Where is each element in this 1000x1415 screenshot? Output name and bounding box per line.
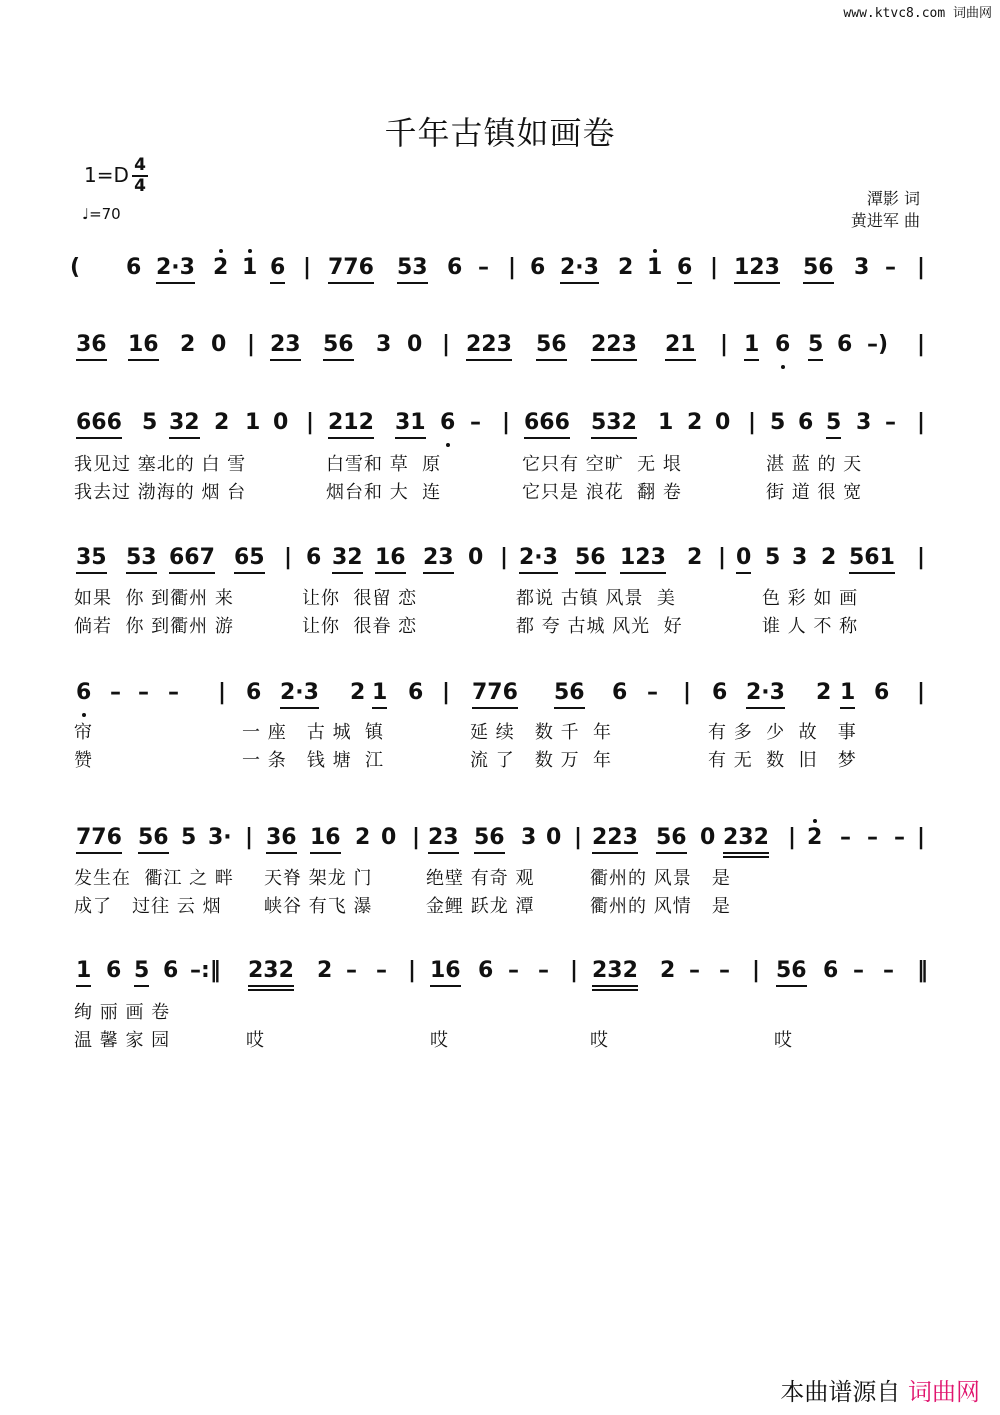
time-signature-bottom: 4: [134, 176, 146, 196]
lyric-segment: 烟台和 大 连: [326, 482, 442, 503]
note: 232: [723, 825, 769, 850]
note: 3: [521, 825, 537, 850]
note: 1: [242, 255, 257, 280]
lyric-segment: 都说 古镇 风景 美: [516, 588, 676, 609]
note: 6: [612, 680, 628, 705]
note: 6: [408, 680, 424, 705]
note: –: [885, 255, 896, 280]
lyric-segment: 温 馨 家 园: [74, 1030, 171, 1051]
note: 56: [323, 332, 354, 357]
note: 1: [245, 410, 261, 435]
note: 6: [775, 332, 790, 357]
note: 776: [328, 255, 374, 280]
barline: |: [508, 255, 517, 280]
barline: |: [442, 680, 451, 705]
barline: |: [502, 410, 511, 435]
note: 2: [816, 680, 832, 705]
footer-brand[interactable]: 词曲网: [908, 1378, 980, 1406]
lyric-segment: 我见过 塞北的 白 雪: [74, 454, 247, 475]
notation-row: [70, 332, 930, 372]
note: 1: [744, 332, 759, 357]
note: 1: [840, 680, 855, 705]
note: 223: [592, 825, 638, 850]
note: 0: [715, 410, 731, 435]
note: –: [478, 255, 489, 280]
lyric-segment: 它只是 浪花 翻 卷: [522, 482, 682, 503]
barline: |: [917, 255, 926, 280]
note: 0: [468, 545, 484, 570]
note: 2: [687, 410, 703, 435]
note: 56: [776, 958, 807, 983]
lyric-segment: 帘: [74, 722, 93, 743]
note: 16: [310, 825, 341, 850]
lyric-segment: 衢州的 风景 是: [590, 868, 731, 889]
note: 5: [765, 545, 781, 570]
note: 123: [620, 545, 666, 570]
barline: |: [218, 680, 227, 705]
tempo-marking: ♩=70: [82, 205, 121, 223]
note: 561: [849, 545, 895, 570]
note: 56: [575, 545, 606, 570]
lyric-line: [70, 892, 930, 916]
note: 56: [474, 825, 505, 850]
note: 16: [128, 332, 159, 357]
note: 5: [826, 410, 841, 435]
note: 0: [211, 332, 227, 357]
note: 16: [375, 545, 406, 570]
note: 2: [355, 825, 371, 850]
lyric-segment: 有 多 少 故 事: [708, 722, 857, 743]
note: –: [647, 680, 658, 705]
note: 2: [213, 255, 228, 280]
lyric-line: [70, 864, 930, 888]
note: 2: [807, 825, 822, 850]
notation-row: [70, 410, 930, 450]
note: –: [168, 680, 179, 705]
note: 23: [428, 825, 459, 850]
barline: |: [303, 255, 312, 280]
song-title: 千年古镇如画卷: [384, 114, 616, 152]
note: –: [840, 825, 851, 850]
lyric-segment: 哎: [246, 1030, 265, 1051]
lyric-segment: 它只有 空旷 无 垠: [522, 454, 682, 475]
lyric-segment: 白雪和 草 原: [326, 454, 442, 475]
note: 2: [618, 255, 634, 280]
note: 5: [181, 825, 197, 850]
note: –: [719, 958, 730, 983]
note: (: [70, 255, 81, 280]
note: –: [508, 958, 519, 983]
note: 6: [478, 958, 494, 983]
note: 2: [687, 545, 703, 570]
lyric-segment: 一 座 古 城 镇: [242, 722, 385, 743]
barline: |: [574, 825, 583, 850]
lyric-segment: 发生在 衢江 之 畔: [74, 868, 234, 889]
note: 232: [248, 958, 294, 983]
note: 2·3: [746, 680, 785, 705]
note: –: [376, 958, 387, 983]
note: 6: [163, 958, 179, 983]
lyric-segment: 峡谷 有飞 瀑: [264, 896, 373, 917]
note: 6: [246, 680, 262, 705]
note: –): [867, 332, 889, 357]
note: 2·3: [280, 680, 319, 705]
barline: |: [710, 255, 719, 280]
note: 2·3: [519, 545, 558, 570]
note: 35: [76, 545, 107, 570]
barline: |: [245, 825, 254, 850]
barline: |: [683, 680, 692, 705]
notation-row: [70, 545, 930, 585]
note: 5: [134, 958, 149, 983]
lyric-segment: 一 条 钱 塘 江: [242, 750, 385, 771]
lyric-line: [70, 1026, 930, 1050]
note: 2: [180, 332, 196, 357]
time-signature: [132, 156, 148, 196]
composer: 黄进军 曲: [850, 211, 920, 230]
credits: [851, 188, 920, 232]
note: –: [689, 958, 700, 983]
note: –: [894, 825, 905, 850]
note: 666: [76, 410, 122, 435]
note: 6: [712, 680, 728, 705]
note: 36: [76, 332, 107, 357]
note: 2: [350, 680, 366, 705]
note: 667: [169, 545, 215, 570]
note: 53: [397, 255, 428, 280]
note: 0: [381, 825, 397, 850]
note: 3: [854, 255, 870, 280]
note: 3: [856, 410, 872, 435]
barline: |: [788, 825, 797, 850]
lyric-segment: 湛 蓝 的 天: [766, 454, 863, 475]
barline: |: [408, 958, 417, 983]
note: 232: [592, 958, 638, 983]
note: 123: [734, 255, 780, 280]
note: 6: [677, 255, 692, 280]
lyric-segment: 哎: [430, 1030, 449, 1051]
note: 6: [106, 958, 122, 983]
note: 65: [234, 545, 265, 570]
barline: |: [752, 958, 761, 983]
lyric-segment: 成了 过往 云 烟: [74, 896, 222, 917]
note: 6: [306, 545, 322, 570]
note: 6: [440, 410, 455, 435]
note: 776: [76, 825, 122, 850]
note: –: [883, 958, 894, 983]
barline: |: [284, 545, 293, 570]
note: 53: [126, 545, 157, 570]
note: 212: [328, 410, 374, 435]
lyric-segment: 哎: [590, 1030, 609, 1051]
note: 0: [546, 825, 562, 850]
lyric-segment: 衢州的 风情 是: [590, 896, 731, 917]
note: 666: [524, 410, 570, 435]
lyric-segment: 都 夸 古城 风光 好: [516, 616, 683, 637]
lyric-segment: 有 无 数 旧 梦: [708, 750, 857, 771]
note: –: [885, 410, 896, 435]
note: –: [867, 825, 878, 850]
barline: |: [748, 410, 757, 435]
note: 32: [169, 410, 200, 435]
note: –: [110, 680, 121, 705]
lyric-line: [70, 612, 930, 636]
note: –: [853, 958, 864, 983]
note: 23: [270, 332, 301, 357]
barline: |: [570, 958, 579, 983]
note: 223: [591, 332, 637, 357]
footer-prefix: 本曲谱源自: [780, 1378, 901, 1406]
lyric-segment: 色 彩 如 画: [762, 588, 859, 609]
lyric-segment: 延 续 数 千 年: [470, 722, 613, 743]
note: 3: [792, 545, 808, 570]
note: 6: [530, 255, 546, 280]
note: 23: [423, 545, 454, 570]
note: –: [538, 958, 549, 983]
note: 2: [821, 545, 837, 570]
lyric-segment: 我去过 渤海的 烟 台: [74, 482, 247, 503]
note: 0: [273, 410, 289, 435]
key-signature: 1=D: [84, 163, 129, 187]
note: 2·3: [560, 255, 599, 280]
notation-row: [70, 680, 930, 720]
note: 56: [554, 680, 585, 705]
time-signature-top: 4: [134, 155, 146, 175]
lyric-line: [70, 718, 930, 742]
lyricist: 潭影 词: [866, 189, 920, 208]
note: 532: [591, 410, 637, 435]
note: 6: [76, 680, 91, 705]
barline: |: [917, 825, 926, 850]
note: –: [346, 958, 357, 983]
barline: |: [917, 545, 926, 570]
note: 1: [372, 680, 387, 705]
note: 6: [823, 958, 839, 983]
note: 776: [472, 680, 518, 705]
note: 56: [138, 825, 169, 850]
barline: |: [442, 332, 451, 357]
lyric-line: [70, 584, 930, 608]
lyric-segment: 绚 丽 画 卷: [74, 1002, 171, 1023]
note: 223: [466, 332, 512, 357]
note: 2·3: [156, 255, 195, 280]
lyric-line: [70, 450, 930, 474]
lyric-segment: 让你 很留 恋: [302, 588, 418, 609]
note: 3·: [208, 825, 232, 850]
note: 6: [126, 255, 142, 280]
barline: –:‖: [190, 958, 221, 983]
note: 6: [447, 255, 463, 280]
lyric-segment: 街 道 很 宽: [766, 482, 863, 503]
barline: |: [917, 410, 926, 435]
lyric-segment: 如果 你 到衢州 来: [74, 588, 234, 609]
note: 21: [665, 332, 696, 357]
note: 1: [76, 958, 91, 983]
lyric-segment: 金鲤 跃龙 潭: [426, 896, 535, 917]
note: 2: [317, 958, 333, 983]
note: –: [470, 410, 481, 435]
barline: ‖: [917, 958, 928, 983]
site-url: www.ktvc8.com 词曲网: [843, 6, 992, 21]
note: 56: [803, 255, 834, 280]
note: 16: [430, 958, 461, 983]
note: 5: [808, 332, 823, 357]
note: 1: [658, 410, 674, 435]
note: 32: [332, 545, 363, 570]
note: 3: [376, 332, 392, 357]
lyric-segment: 天脊 架龙 门: [264, 868, 373, 889]
footer-source: [780, 1372, 980, 1407]
barline: |: [306, 410, 315, 435]
barline: |: [500, 545, 509, 570]
note: 56: [656, 825, 687, 850]
barline: |: [412, 825, 421, 850]
lyric-segment: 哎: [774, 1030, 793, 1051]
notation-row: [70, 255, 930, 295]
note: 1: [647, 255, 662, 280]
barline: |: [718, 545, 727, 570]
note: 31: [395, 410, 426, 435]
note: 6: [270, 255, 285, 280]
lyric-line: [70, 998, 930, 1022]
note: 6: [837, 332, 853, 357]
lyric-line: [70, 746, 930, 770]
lyric-segment: 赞: [74, 750, 93, 771]
note: 6: [874, 680, 890, 705]
lyric-segment: 绝壁 有奇 观: [426, 868, 535, 889]
notation-row: [70, 825, 930, 865]
lyric-segment: 倘若 你 到衢州 游: [74, 616, 234, 637]
note: 5: [142, 410, 158, 435]
note: 36: [266, 825, 297, 850]
note: 0: [407, 332, 423, 357]
note: 6: [798, 410, 814, 435]
note: 56: [536, 332, 567, 357]
barline: |: [917, 332, 926, 357]
note: –: [138, 680, 149, 705]
lyric-segment: 谁 人 不 称: [762, 616, 859, 637]
lyric-line: [70, 478, 930, 502]
barline: |: [247, 332, 256, 357]
barline: |: [720, 332, 729, 357]
notation-row: [70, 958, 930, 998]
note: 5: [770, 410, 786, 435]
note: 0: [700, 825, 716, 850]
barline: |: [917, 680, 926, 705]
note: 2: [660, 958, 676, 983]
lyric-segment: 让你 很眷 恋: [302, 616, 418, 637]
note: 2: [214, 410, 230, 435]
lyric-segment: 流 了 数 万 年: [470, 750, 613, 771]
note: 0: [736, 545, 751, 570]
